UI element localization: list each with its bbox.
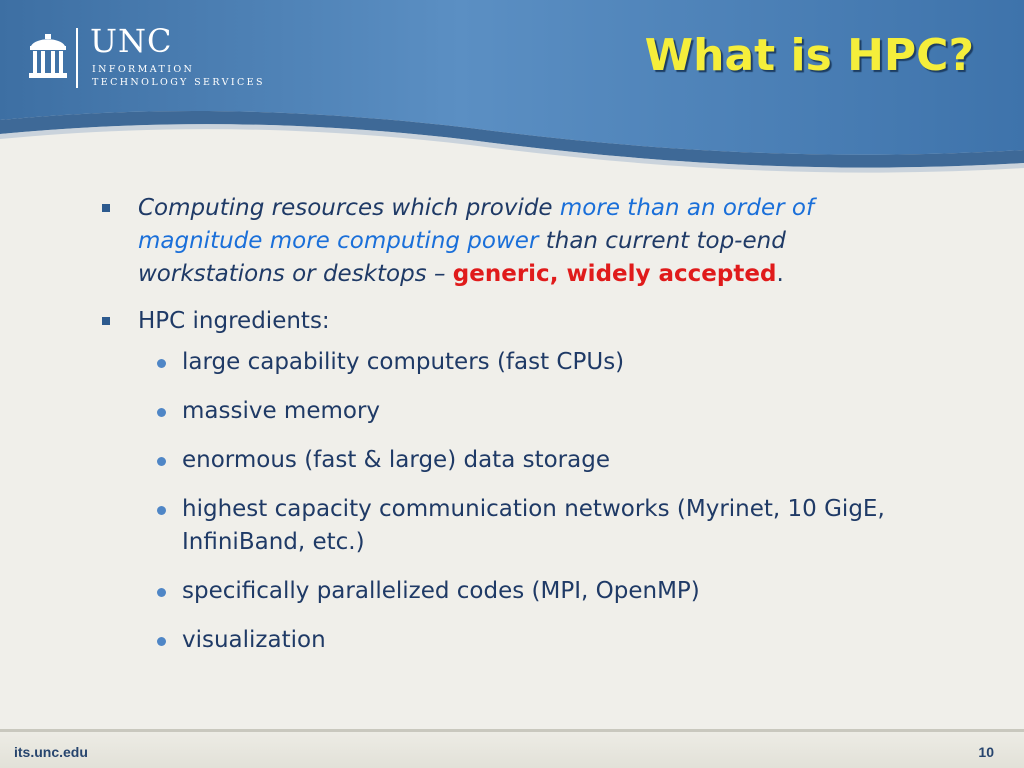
list-item-text: massive memory: [182, 398, 381, 424]
logo-subtitle-line1: INFORMATION: [92, 64, 195, 75]
bullet-ingredients: [100, 305, 930, 338]
list-item: [100, 395, 930, 428]
round-bullet-icon: [157, 637, 166, 646]
definition-highlight-blue: more than an order of magnitude more computing power: [138, 195, 815, 254]
list-item-text: specifically parallelized codes (MPI, OpenMP): [182, 578, 700, 604]
list-item: [100, 575, 930, 608]
ingredients-heading: HPC ingredients:: [138, 308, 330, 334]
old-well-icon: [28, 32, 68, 82]
slide-content: [100, 192, 930, 657]
ingredients-list: [100, 346, 930, 657]
list-item-text: highest capacity communication networks (Myrinet, 10 GigE, InfiniBand, etc.): [182, 496, 885, 555]
list-item: [100, 346, 930, 379]
round-bullet-icon: [157, 588, 166, 597]
footer-url: its.unc.edu: [14, 744, 88, 760]
unc-its-logo: [28, 22, 278, 90]
round-bullet-icon: [157, 506, 166, 515]
logo-divider: [76, 28, 78, 88]
definition-segment-3: than current top-end workstations or desktops –: [138, 228, 786, 287]
slide-title: What is HPC?: [644, 30, 974, 81]
logo-wordmark: UNC: [90, 22, 173, 60]
definition-highlight-red: generic, widely accepted: [452, 261, 777, 287]
square-bullet-icon: [102, 204, 110, 212]
logo-subtitle: [92, 63, 265, 89]
bullet-definition: [100, 192, 930, 291]
list-item-text: visualization: [182, 627, 326, 653]
list-item: [100, 444, 930, 477]
round-bullet-icon: [157, 408, 166, 417]
logo-subtitle-line2: TECHNOLOGY SERVICES: [92, 77, 265, 88]
list-item-text: enormous (fast & large) data storage: [182, 447, 610, 473]
square-bullet-icon: [102, 317, 110, 325]
definition-text: [138, 195, 814, 287]
definition-segment-5: .: [776, 261, 784, 287]
definition-segment-1: Computing resources which provide: [138, 195, 560, 221]
footer: [0, 732, 1024, 768]
round-bullet-icon: [157, 359, 166, 368]
round-bullet-icon: [157, 457, 166, 466]
page-number: 10: [978, 744, 994, 760]
list-item: [100, 624, 930, 657]
list-item-text: large capability computers (fast CPUs): [182, 349, 625, 375]
list-item: [100, 493, 930, 559]
